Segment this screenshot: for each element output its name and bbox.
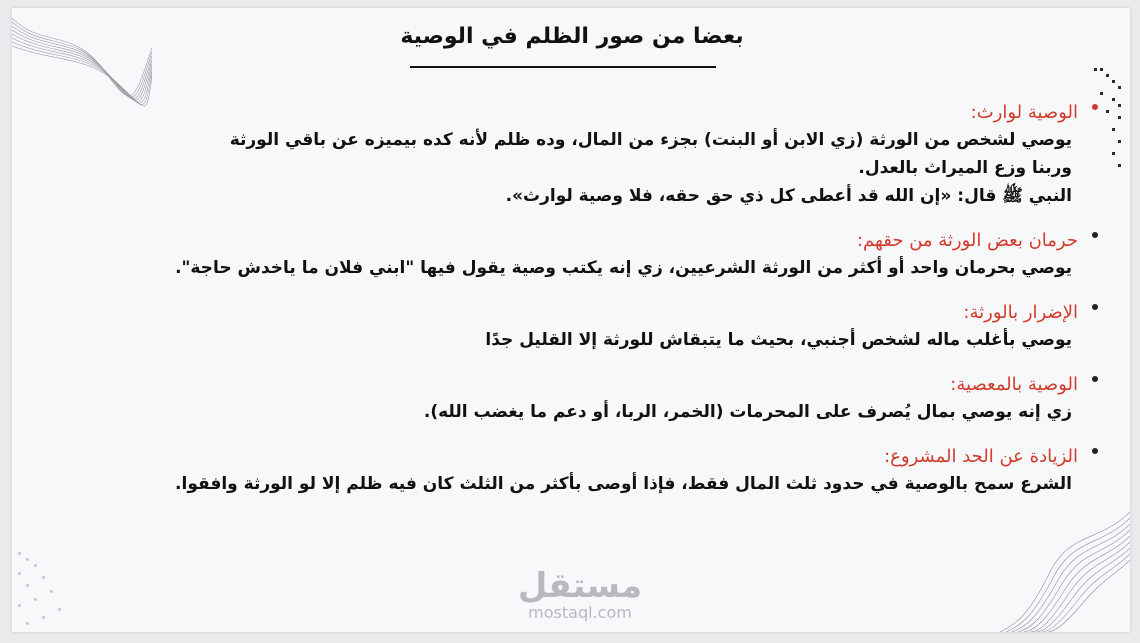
slide-title: بعضا من صور الظلم في الوصية: [400, 24, 744, 49]
mostaql-watermark-logo: [510, 568, 650, 622]
item-text: زي إنه يوصي بمال يُصرف على المحرمات (الخمر، الربا، أو دعم ما يغضب الله).: [423, 402, 1072, 422]
list-item: [78, 100, 1078, 210]
bullet-icon: [1092, 448, 1098, 454]
item-text: يوصي بأغلب ماله لشخص أجنبي، بحيث ما يتبقاش للورثة إلا القليل جدًا: [485, 330, 1072, 350]
wave-decoration-bottom-right: [1000, 502, 1130, 632]
item-heading: الوصية بالمعصية:: [950, 374, 1078, 395]
list-item: [78, 372, 1078, 426]
item-text: النبي ﷺ قال: «إن الله قد أعطى كل ذي حق حقه، فلا وصية لوارث».: [505, 186, 1072, 206]
bullet-icon: [1092, 304, 1098, 310]
logo-arabic-text: مستقل: [517, 566, 643, 606]
item-heading: الزيادة عن الحد المشروع:: [884, 446, 1078, 467]
bullet-icon: [1092, 104, 1098, 110]
item-heading: حرمان بعض الورثة من حقهم:: [856, 230, 1078, 251]
item-text: وربنا وزع الميراث بالعدل.: [858, 158, 1072, 178]
item-heading: الإضرار بالورثة:: [963, 302, 1078, 323]
item-text: يوصي لشخص من الورثة (زي الابن أو البنت) بجزء من المال، وده ظلم لأنه كده بيميزه عن باقي الورثة: [229, 130, 1072, 150]
item-text: الشرع سمح بالوصية في حدود ثلث المال فقط، فإذا أوصى بأكثر من الثلث كان فيه ظلم إلا لو الورثة وافقوا.: [175, 474, 1072, 494]
dot-pattern-decoration-bottom-left: [12, 532, 102, 632]
item-heading: الوصية لوارث:: [970, 102, 1078, 123]
bullet-icon: [1092, 376, 1098, 382]
list-item: [78, 228, 1078, 282]
dot-pattern-decoration: [1090, 48, 1130, 188]
content-list: [78, 100, 1078, 516]
list-item: [78, 444, 1078, 498]
title-underline: [410, 66, 716, 68]
bullet-icon: [1092, 232, 1098, 238]
slide: [12, 8, 1130, 632]
item-text: يوصي بحرمان واحد أو أكثر من الورثة الشرعيين، زي إنه يكتب وصية يقول فيها "ابني فلان ما ياخدش حاجة".: [175, 258, 1072, 278]
list-item: [78, 300, 1078, 354]
logo-latin-text: mostaql.com: [528, 603, 632, 622]
